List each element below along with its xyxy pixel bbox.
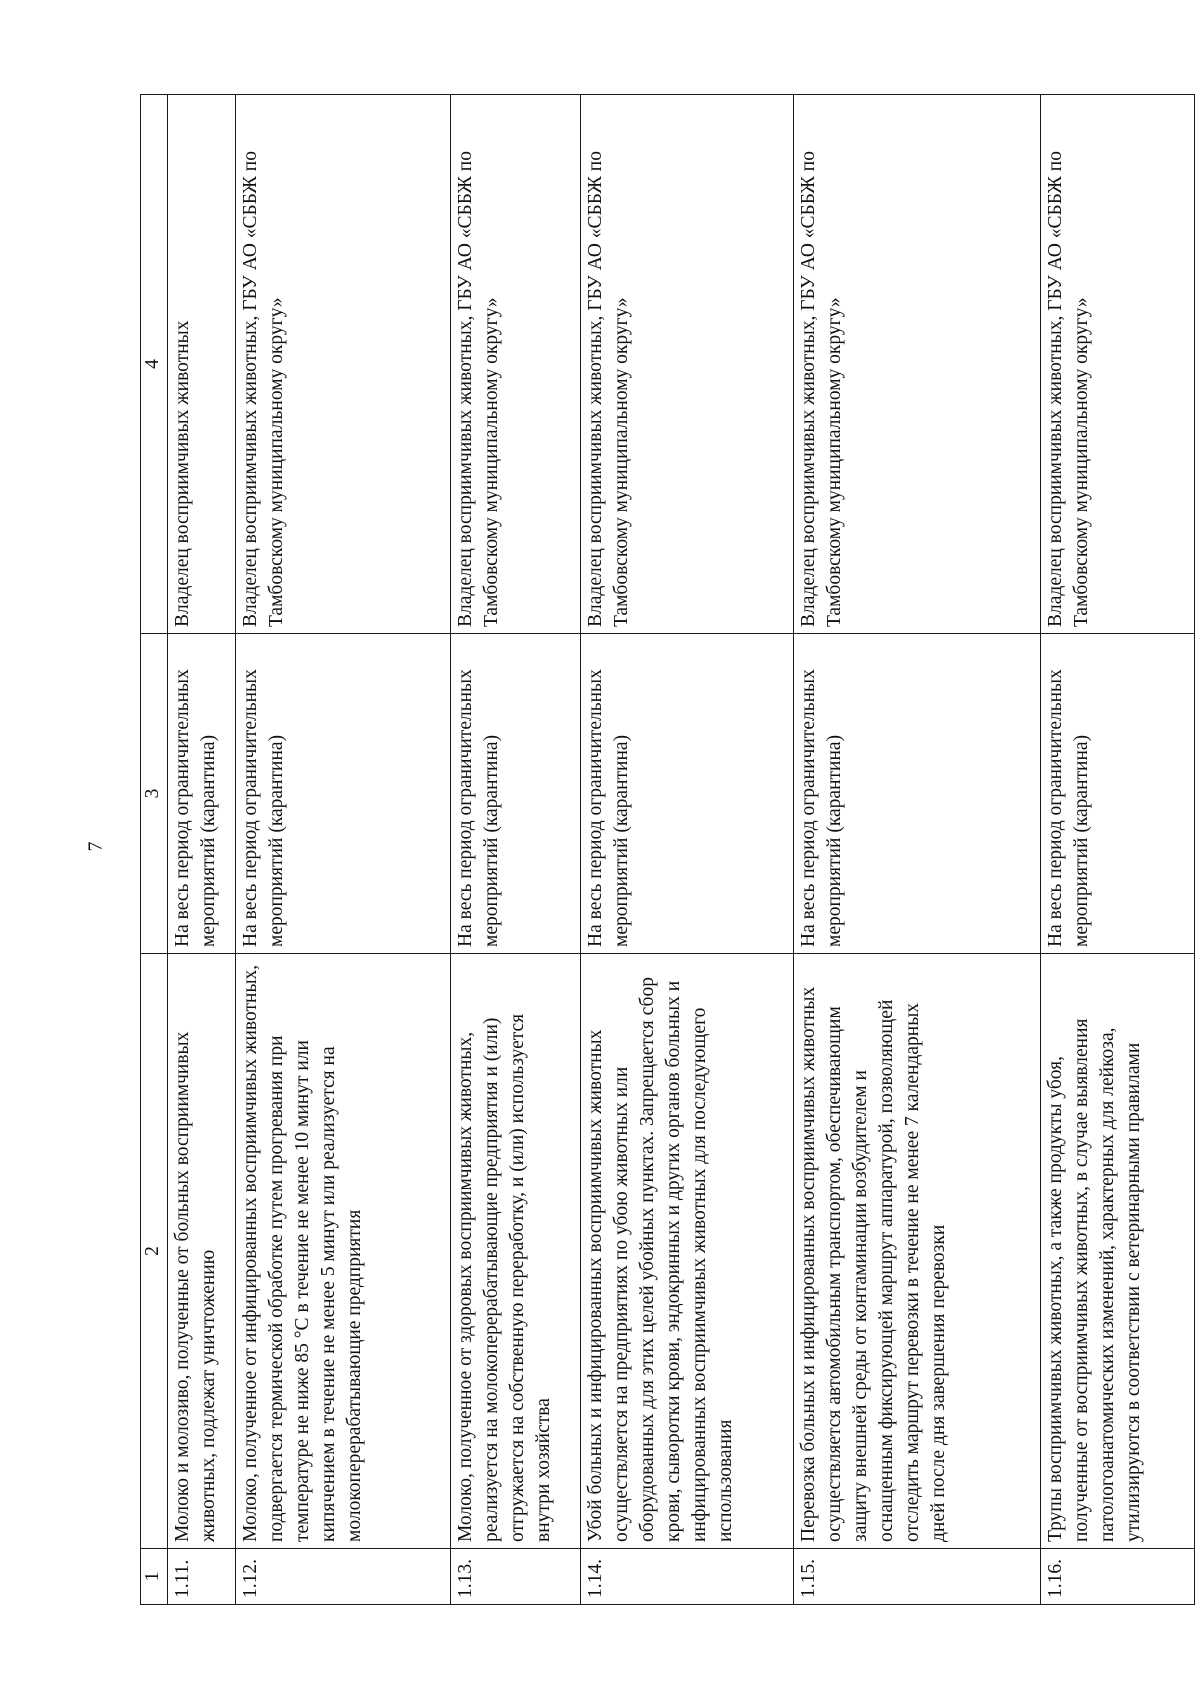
row-measure: Молоко, полученное от инфицированных восприимчивых животных, подвергается термической обработке путем прогревания при температуре не ниже 85 °С в течение не менее 10 минут или кипячением в течение не менее 5 минут или реализуется на молокоперерабатывающие предприятия [235, 954, 451, 1549]
row-responsible: Владелец восприимчивых животных, ГБУ АО «СББЖ по Тамбовскому муниципальному округу» [794, 95, 1041, 634]
measures-table [140, 94, 1195, 1605]
table-row [235, 95, 451, 1605]
row-period: На весь период ограничительных мероприятий (карантина) [1040, 634, 1194, 954]
table-header-row [141, 95, 168, 1605]
table-header [141, 95, 168, 1605]
row-responsible: Владелец восприимчивых животных, ГБУ АО «СББЖ по Тамбовскому муниципальному округу» [235, 95, 451, 634]
row-number: 1.13. [451, 1549, 580, 1605]
row-period: На весь период ограничительных мероприятий (карантина) [451, 634, 580, 954]
row-responsible: Владелец восприимчивых животных, ГБУ АО «СББЖ по Тамбовскому муниципальному округу» [451, 95, 580, 634]
row-responsible: Владелец восприимчивых животных, ГБУ АО «СББЖ по Тамбовскому муниципальному округу» [1040, 95, 1194, 634]
row-measure: Молоко, полученное от здоровых восприимчивых животных, реализуется на молокоперерабатывающие предприятия и (или) отгружается на собственную переработку, и (или) используется внутри хозяйства [451, 954, 580, 1549]
rotated-page-content [140, 95, 1195, 1605]
table-body [168, 95, 1195, 1605]
row-responsible: Владелец восприимчивых животных [168, 95, 236, 634]
row-period: На весь период ограничительных мероприятий (карантина) [580, 634, 793, 954]
header-col-1: 1 [141, 1549, 168, 1605]
table-row [1040, 95, 1194, 1605]
row-number: 1.14. [580, 1549, 793, 1605]
row-measure: Трупы восприимчивых животных, а также продукты убоя, полученные от восприимчивых животных, в случае выявления патологоанатомических изменений, характерных для лейкоза, утилизируются в соответствии с ветеринарными правилами [1040, 954, 1194, 1549]
table-row [451, 95, 580, 1605]
row-number: 1.11. [168, 1549, 236, 1605]
row-measure: Убой больных и инфицированных восприимчивых животных осуществляется на предприятиях по убою животных или оборудованных для этих целей убойных пунктах. Запрещается сбор крови, сыворотки крови, эндокринных и других органов больных и инфицированных восприимчивых животных для последующего использования [580, 954, 793, 1549]
table-row [168, 95, 236, 1605]
row-responsible: Владелец восприимчивых животных, ГБУ АО «СББЖ по Тамбовскому муниципальному округу» [580, 95, 793, 634]
row-measure: Перевозка больных и инфицированных восприимчивых животных осуществляется автомобильным транспортом, обеспечивающим защиту внешней среды от контаминации возбудителем и оснащенным фиксирующей маршрут аппаратурой, позволяющей отследить маршрут перевозки в течение не менее 7 календарных дней после дня завершения перевозки [794, 954, 1041, 1549]
table-row [580, 95, 793, 1605]
row-number: 1.12. [235, 1549, 451, 1605]
page-number: 7 [84, 841, 107, 852]
header-col-3: 3 [141, 634, 168, 954]
row-period: На весь период ограничительных мероприятий (карантина) [168, 634, 236, 954]
row-number: 1.16. [1040, 1549, 1194, 1605]
row-period: На весь период ограничительных мероприятий (карантина) [794, 634, 1041, 954]
table-row [794, 95, 1041, 1605]
row-period: На весь период ограничительных мероприятий (карантина) [235, 634, 451, 954]
header-col-2: 2 [141, 954, 168, 1549]
row-number: 1.15. [794, 1549, 1041, 1605]
row-measure: Молоко и молозиво, полученные от больных восприимчивых животных, подлежат уничтожению [168, 954, 236, 1549]
header-col-4: 4 [141, 95, 168, 634]
